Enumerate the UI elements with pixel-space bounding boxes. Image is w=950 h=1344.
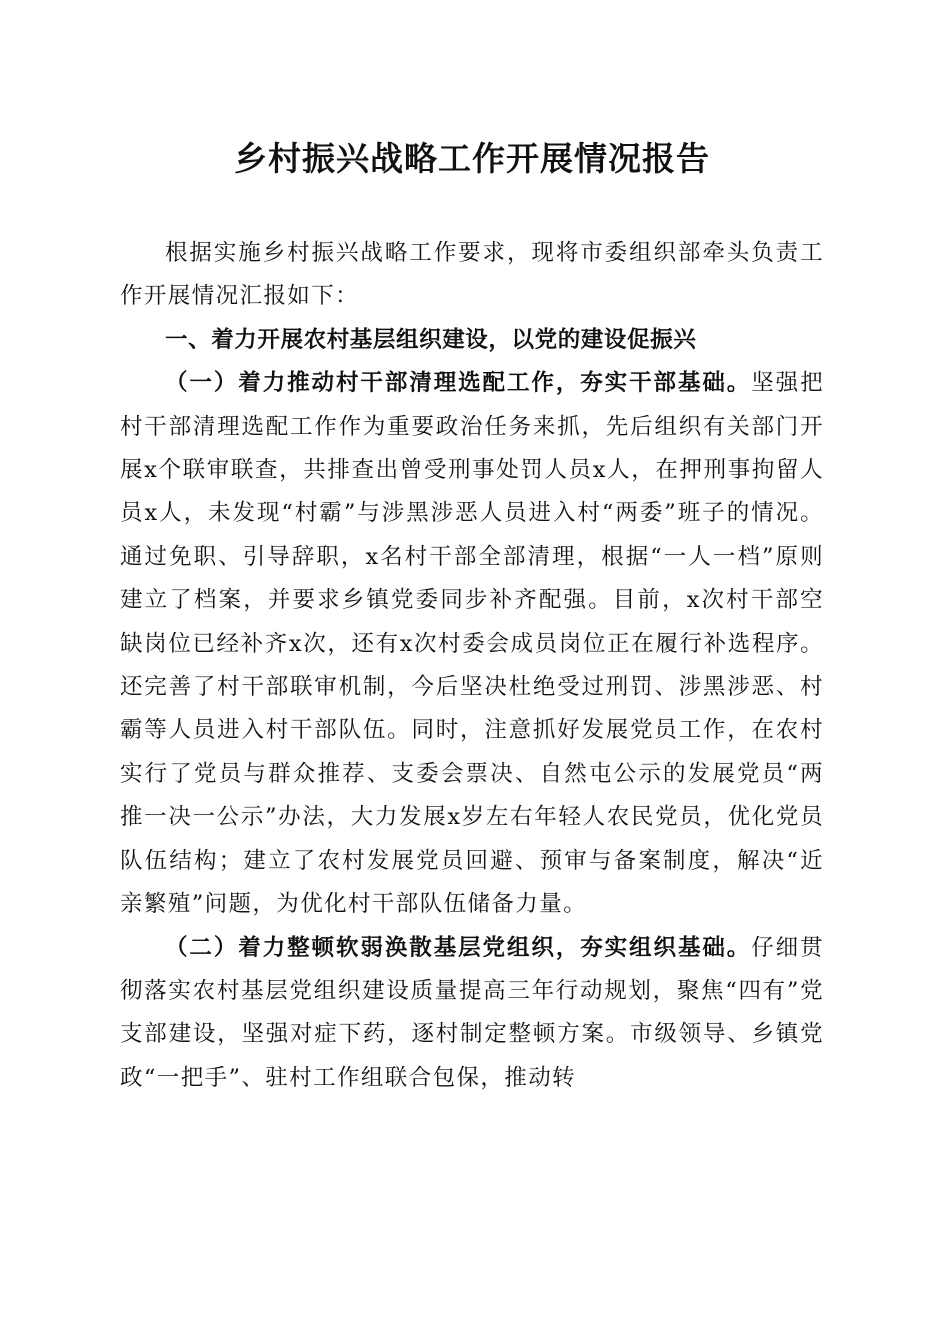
document-page [120,0,824,1344]
subsection-1-heading: （一）着力推动村干部清理选配工作，夯实干部基础。 [165,370,752,397]
subsection-2-paragraph [120,927,824,1101]
intro-paragraph: 根据实施乡村振兴战略工作要求，现将市委组织部牵头负责工作开展情况汇报如下： [120,240,824,310]
subsection-1-body: 坚强把村干部清理选配工作作为重要政治任务来抓，先后组织有关部门开展x个联审联查，共排查出曾受刑事处罚人员x人，在押刑事拘留人员x人，未发现“村霸”与涉黑涉恶人员进入村“两委”班子的情况。通过免职、引导辞职，x名村干部全部清理，根据“一人一档”原则建立了档案，并要求乡镇党委同步补齐配强。目前，x次村干部空缺岗位已经补齐x次，还有x次村委会成员岗位正在履行补选程序。还完善了村干部联审机制，今后坚决杜绝受过刑罚、涉黑涉恶、村霸等人员进入村干部队伍。同时，注意抓好发展党员工作，在农村实行了党员与群众推荐、支委会票决、自然屯公示的发展党员“两推一决一公示”办法，大力发展x岁左右年轻人农民党员，优化党员队伍结构；建立了农村发展党员回避、预审与备案制度，解决“近亲繁殖”问题，为优化村干部队伍储备力量。 [120,370,825,918]
document-title: 乡村振兴战略工作开展情况报告 [234,139,710,178]
subsection-2-heading: （二）着力整顿软弱涣散基层党组织，夯实组织基础。 [165,934,752,961]
subsection-1-paragraph [120,362,824,926]
subsection-2-body: 仔细贯彻落实农村基层党组织建设质量提高三年行动规划，聚焦“四有”党支部建设，坚强对症下药，逐村制定整顿方案。市级领导、乡镇党政“一把手”、驻村工作组联合包保，推动转 [120,934,825,1091]
document-body [120,232,824,1100]
section-1-heading: 一、着力开展农村基层组织建设，以党的建设促振兴 [165,326,697,353]
